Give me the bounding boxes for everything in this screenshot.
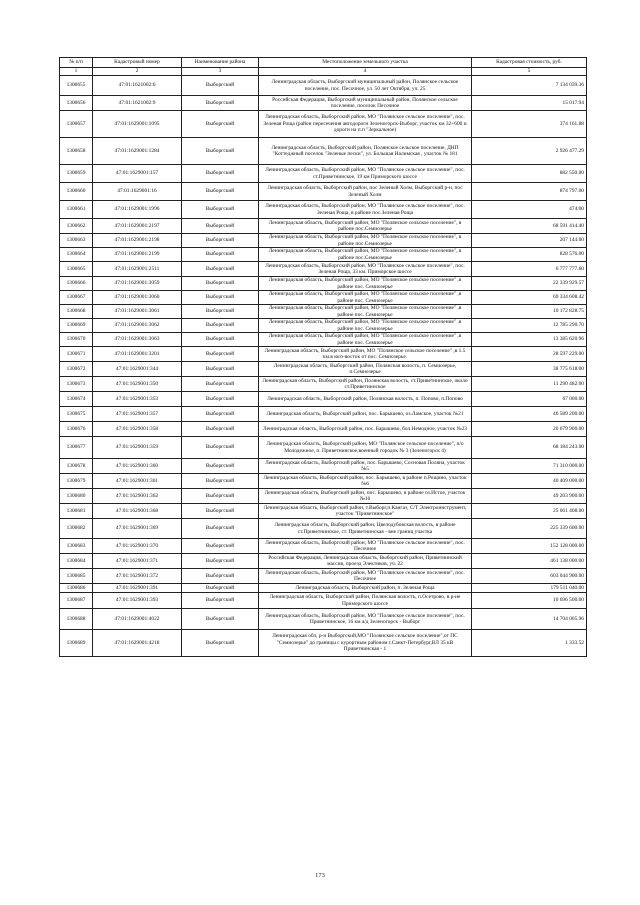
- district-name: Выборгский: [182, 165, 259, 183]
- cadastral-number: 47:01:1629001:391: [93, 584, 182, 593]
- cadastral-value: 10 696 500.00: [472, 593, 587, 609]
- row-number: 1300676: [60, 422, 93, 437]
- table-row: [60, 319, 587, 333]
- district-name: Выборгский: [182, 262, 259, 277]
- cadastral-number: 47:01:1629001:2198: [93, 234, 182, 248]
- district-name: Выборгский: [182, 630, 259, 657]
- row-number: 1300659: [60, 165, 93, 183]
- district-name: Выборгский: [182, 183, 259, 201]
- table-header-row: [60, 58, 587, 68]
- cadastral-value: 11 290 482.00: [472, 377, 587, 392]
- cadastral-number: 47:01:1629001:3062: [93, 319, 182, 333]
- row-number: 1300662: [60, 219, 93, 234]
- district-name: Выборгский: [182, 519, 259, 539]
- header-district: Наименование района: [182, 58, 259, 68]
- row-number: 1300677: [60, 437, 93, 459]
- cadastral-number: 47:01:1629001:353: [93, 392, 182, 407]
- table-row: [60, 183, 587, 201]
- row-number: 1300672: [60, 362, 93, 377]
- location-text: Ленинградская область, Выборгский район, пос. Барышево, в районе п.Рощино, участок №6: [259, 474, 472, 489]
- district-name: Выборгский: [182, 234, 259, 248]
- table-row: [60, 111, 587, 138]
- table-row: [60, 234, 587, 248]
- cadastral-value: 374 161.88: [472, 111, 587, 138]
- location-text: Ленинградская область, Выборгский район, пос Зеленый Холм, Выборгский р-н, пос Зеленый Холм: [259, 183, 472, 201]
- district-name: Выборгский: [182, 569, 259, 584]
- district-name: Выборгский: [182, 201, 259, 219]
- cadastral-number: 47:01:1629001:157: [93, 165, 182, 183]
- row-number: 1300655: [60, 76, 93, 96]
- cadastral-number: 47:01:1629001:3059: [93, 277, 182, 291]
- row-number: 1300678: [60, 459, 93, 474]
- row-number: 1300679: [60, 474, 93, 489]
- row-number: 1300673: [60, 377, 93, 392]
- location-text: Ленинградская область, Выборгский район, пос. Барышево, бол.Немодное, участок №23: [259, 422, 472, 437]
- table-row: [60, 96, 587, 111]
- cadastral-number: 47:01:1629001:4218: [93, 630, 182, 657]
- table-row: [60, 407, 587, 422]
- location-text: Ленинградская область, Выборгский район, МО "Полянское сельское поселение" ,в районе пос. Семиозерье: [259, 305, 472, 319]
- cadastral-number: 47:01:1629001:1284: [93, 138, 182, 165]
- location-text: Ленинградская область, Выборгский район, Полянская волость, ст.Приветнинское, около ст.Приветнинское: [259, 377, 472, 392]
- table-row: [60, 474, 587, 489]
- district-name: Выборгский: [182, 489, 259, 504]
- location-text: Ленинградская область, Выборгский район, п. Зеленая Роща: [259, 584, 472, 593]
- location-text: Ленинградская область, Выборгский район, МО "Полянское сельское поселение", пос. Зеленая Роща, 33 км. Приморское шоссе: [259, 262, 472, 277]
- cadastral-value: 225 339 600.00: [472, 519, 587, 539]
- cadastral-number: 47:01:1629001:359: [93, 437, 182, 459]
- table-row: [60, 554, 587, 569]
- cadastral-number: 47:01:1629001:357: [93, 407, 182, 422]
- row-number: 1300666: [60, 277, 93, 291]
- district-name: Выборгский: [182, 76, 259, 96]
- row-number: 1300665: [60, 262, 93, 277]
- district-name: Выборгский: [182, 593, 259, 609]
- location-text: Ленинградская область, Выборгский район, Цвелодубовская волость, в районе ст.Приветнинское, ст. Приветнинская - вне границ участка: [259, 519, 472, 539]
- row-number: 1300670: [60, 333, 93, 347]
- row-number: 1300687: [60, 593, 93, 609]
- header-cadastral-number: Кадастровый номер: [93, 58, 182, 68]
- cadastral-number: 47:01:1629001:4022: [93, 609, 182, 630]
- cadastral-value: 46 589 200.00: [472, 407, 587, 422]
- table-row: [60, 539, 587, 554]
- location-text: Ленинградская область, Выборгский район, Полянская волость, п.Осетрово, в р-не Приморского шоссе: [259, 593, 472, 609]
- table-row: [60, 76, 587, 96]
- row-number: 1300668: [60, 305, 93, 319]
- cadastral-number: 47:01:1629001:360: [93, 459, 182, 474]
- cadastral-value: 68 184 243.00: [472, 437, 587, 459]
- row-number: 1300656: [60, 96, 93, 111]
- cadastral-value: 49 203 900.00: [472, 489, 587, 504]
- cadastral-value: 1 333.52: [472, 630, 587, 657]
- row-number: 1300686: [60, 584, 93, 593]
- table-row: [60, 248, 587, 262]
- row-number: 1300661: [60, 201, 93, 219]
- cadastral-value: 28 597 229.00: [472, 347, 587, 362]
- cadastral-value: 20 679 900.00: [472, 422, 587, 437]
- row-number: 1300689: [60, 630, 93, 657]
- page-number: 173: [315, 872, 325, 879]
- header-cadastral-value: Кадастровая стоимость, руб.: [472, 58, 587, 68]
- table-row: [60, 504, 587, 519]
- row-number: 1300657: [60, 111, 93, 138]
- table-row: [60, 519, 587, 539]
- location-text: Ленинградская область, Выборгский район, пос. Барышево, оз.Ламское, участок №21: [259, 407, 472, 422]
- cadastral-value: 69 334 608.42: [472, 291, 587, 305]
- table-row: [60, 437, 587, 459]
- cadastral-value: 25 061 408.00: [472, 504, 587, 519]
- row-number: 1300667: [60, 291, 93, 305]
- district-name: Выборгский: [182, 138, 259, 165]
- table-row: [60, 291, 587, 305]
- district-name: Выборгский: [182, 96, 259, 111]
- district-name: Выборгский: [182, 362, 259, 377]
- cadastral-value: 15 017.94: [472, 96, 587, 111]
- district-name: Выборгский: [182, 539, 259, 554]
- table-row: [60, 333, 587, 347]
- cadastral-value-table: [59, 57, 587, 657]
- cadastral-value: 22 339 929.57: [472, 277, 587, 291]
- district-name: Выборгский: [182, 291, 259, 305]
- district-name: Выборгский: [182, 111, 259, 138]
- table-row: [60, 362, 587, 377]
- table-row: [60, 138, 587, 165]
- location-text: Ленинградская область, Выборгский район, МО "Полянское сельское поселение", пос. Приветнинское, 16 км а/д Зеленогорск - Выборг: [259, 609, 472, 630]
- row-number: 1300688: [60, 609, 93, 630]
- cadastral-number: 47:01:1629001:372: [93, 569, 182, 584]
- column-number-row: [60, 68, 587, 76]
- cadastral-value: 152 128 000.00: [472, 539, 587, 554]
- cadastral-number: 47:01:1629001:369: [93, 519, 182, 539]
- cadastral-number: 47:01:1629001:2199: [93, 248, 182, 262]
- cadastral-number: 47:01:1629001:362: [93, 489, 182, 504]
- district-name: Выборгский: [182, 277, 259, 291]
- location-text: Ленинградская область, Выборгский район, МО "Полянское сельское поселение", пос. ст.Приветнинское, 19 км Приморского шоссе: [259, 165, 472, 183]
- cadastral-value: 14 704 005.96: [472, 609, 587, 630]
- location-text: Ленинградская область, Выборгский район, МО "Полянское сельское поселение" ,в районе пос. Семиозерье: [259, 333, 472, 347]
- cadastral-number: 47:01:1629001:1996: [93, 201, 182, 219]
- location-text: Ленинградская область, Выборгский район, МО "Полянское сельское поселение", в районе пос.Семиозерье: [259, 219, 472, 234]
- row-number: 1300660: [60, 183, 93, 201]
- row-number: 1300658: [60, 138, 93, 165]
- row-number: 1300671: [60, 347, 93, 362]
- cadastral-number: 47:01:1629001:370: [93, 539, 182, 554]
- row-number: 1300669: [60, 319, 93, 333]
- cadastral-value: 40 409 000.00: [472, 474, 587, 489]
- location-text: Ленинградская область, Выборгский район, МО "Полянское сельское поселение", п/о Молодежное, п. Приветнинское,военный городок № 3 (Зеленогорск 4): [259, 437, 472, 459]
- table-row: [60, 459, 587, 474]
- location-text: Ленинградская область, Выборгский район, т.Выборг,п.Кангаз, С/Т Электроинструмент, участок "Приветнинское": [259, 504, 472, 519]
- cadastral-number: 47:01:1629001:368: [93, 504, 182, 519]
- district-name: Выборгский: [182, 437, 259, 459]
- cadastral-number: 47:01:1629001:16: [93, 183, 182, 201]
- cadastral-number: 47:01:1629001:393: [93, 593, 182, 609]
- location-text: Ленинградская область, Выборгский район, МО "Полянское сельское поселение", пос. Песочное: [259, 569, 472, 584]
- column-number: 2: [93, 68, 182, 76]
- location-text: Ленинградская область, Выборгский район, Полянская волость, п. Попово, п.Попово: [259, 392, 472, 407]
- row-number: 1300682: [60, 519, 93, 539]
- location-text: Ленинградская область, Выборгский район, МО "Полянское сельское поселение" ,в районе пос. Семиозерье: [259, 319, 472, 333]
- table-row: [60, 277, 587, 291]
- location-text: Ленинградская обл, р-н Выборгский,МО "Полянское сельское поселение",от ПС "Семиозерье" до границы с курортным районом г.Санкт-Петербург,ВЛ 35 кВ Приветнинская - 1: [259, 630, 472, 657]
- district-name: Выборгский: [182, 459, 259, 474]
- cadastral-number: 47:01:1629001:344: [93, 362, 182, 377]
- header-number: № п/п: [60, 58, 93, 68]
- location-text: Ленинградская область, Выборгский район, пос. Барышево, Сосновая Поляна, участок №5: [259, 459, 472, 474]
- cadastral-number: 47:01:1629001:361: [93, 474, 182, 489]
- location-text: Ленинградская область, Выборгский район, Полянская волость, п. Семиозерье, п.Семиозерье: [259, 362, 472, 377]
- cadastral-value: 461 138 000.00: [472, 554, 587, 569]
- cadastral-value: 603 044 900.00: [472, 569, 587, 584]
- column-number: 4: [259, 68, 472, 76]
- cadastral-number: 47:01:1629001:3060: [93, 291, 182, 305]
- district-name: Выборгский: [182, 248, 259, 262]
- location-text: Ленинградская область, Выборгский район, МО "Полянское сельское поселение" ,в 1.5 км.в юго-восток от пос. Семиозерье.: [259, 347, 472, 362]
- row-number: 1300683: [60, 539, 93, 554]
- table-row: [60, 262, 587, 277]
- location-text: Ленинградская область, Выборгский район, пос. Барышево, в районе оз.Истое, участок №16: [259, 489, 472, 504]
- cadastral-value: 67 000.00: [472, 392, 587, 407]
- cadastral-value: 828 576.00: [472, 248, 587, 262]
- location-text: Ленинградская область, Выборгский район, МО "Полянское сельское поселение", пос. Зеленая Роща (район пересечения автодороги Зеленогорск-Выборг, участок км 32+600 и дороги на п.п "Зеркальное): [259, 111, 472, 138]
- row-number: 1300680: [60, 489, 93, 504]
- location-text: Ленинградская область, Выборгский район, МО "Полянское сельское поселение", пос. Зеленая Роща, в районе пос.Зеленая Роща: [259, 201, 472, 219]
- table-row: [60, 305, 587, 319]
- table-row: [60, 165, 587, 183]
- table-row: [60, 422, 587, 437]
- cadastral-number: 47:01:1629001:371: [93, 554, 182, 569]
- district-name: Выборгский: [182, 305, 259, 319]
- district-name: Выборгский: [182, 319, 259, 333]
- district-name: Выборгский: [182, 584, 259, 593]
- table-row: [60, 569, 587, 584]
- cadastral-value: 207 144.00: [472, 234, 587, 248]
- cadastral-value: 6 777 777.60: [472, 262, 587, 277]
- cadastral-value: 38 775 618.00: [472, 362, 587, 377]
- cadastral-value: 10 172 828.75: [472, 305, 587, 319]
- district-name: Выборгский: [182, 219, 259, 234]
- cadastral-number: 47:01:1629001:3201: [93, 347, 182, 362]
- column-number: 1: [60, 68, 93, 76]
- cadastral-value: 179 511 040.00: [472, 584, 587, 593]
- cadastral-number: 47:01:1621002:6: [93, 76, 182, 96]
- cadastral-value: 874 797.00: [472, 183, 587, 201]
- cadastral-value: 13 385 620.96: [472, 333, 587, 347]
- district-name: Выборгский: [182, 422, 259, 437]
- location-text: Ленинградская область, Выборгский район, МО "Полянское сельское поселение", в районе пос.Семиозерье: [259, 234, 472, 248]
- row-number: 1300674: [60, 392, 93, 407]
- cadastral-number: 47:01:1629001:2511: [93, 262, 182, 277]
- table-row: [60, 219, 587, 234]
- table-row: [60, 347, 587, 362]
- row-number: 1300685: [60, 569, 93, 584]
- cadastral-value: 71 310 000.00: [472, 459, 587, 474]
- district-name: Выборгский: [182, 504, 259, 519]
- district-name: Выборгский: [182, 407, 259, 422]
- row-number: 1300675: [60, 407, 93, 422]
- location-text: Ленинградская область, Выборгский район, МО "Полянское сельское поселение" ,в районе пос. Семиозерье: [259, 291, 472, 305]
- location-text: Ленинградская область, Выборгский район, Полянское сельское поселение, ДНП "Коттеджный поселок "Зеленые пески", ул. Большая Налимская , участок № 181: [259, 138, 472, 165]
- table-row: [60, 593, 587, 609]
- district-name: Выборгский: [182, 554, 259, 569]
- location-text: Российская Федерация, Выборгский муниципальный район, Полянское сельское поселение, поселок Песочное: [259, 96, 472, 111]
- row-number: 1300684: [60, 554, 93, 569]
- row-number: 1300663: [60, 234, 93, 248]
- district-name: Выборгский: [182, 333, 259, 347]
- cadastral-number: 47:01:1629001:1095: [93, 111, 182, 138]
- table-row: [60, 489, 587, 504]
- column-number: 3: [182, 68, 259, 76]
- cadastral-value: 12 785 290.70: [472, 319, 587, 333]
- district-name: Выборгский: [182, 377, 259, 392]
- cadastral-number: 47:01:1629001:3063: [93, 333, 182, 347]
- cadastral-number: 47:01:1629001:350: [93, 377, 182, 392]
- cadastral-number: 47:01:1629001:358: [93, 422, 182, 437]
- location-text: Ленинградская область, Выборгский район, МО "Полянское сельское поселение", в районе пос.Семиозерье: [259, 248, 472, 262]
- district-name: Выборгский: [182, 392, 259, 407]
- cadastral-number: 47:01:1629001:3061: [93, 305, 182, 319]
- table-row: [60, 392, 587, 407]
- location-text: Российская Федерация, Ленинградская область, Выборгский район, Приветнинский массив, проезд Электиков, уч. 22: [259, 554, 472, 569]
- cadastral-number: 47:01:1629001:2197: [93, 219, 182, 234]
- cadastral-value: 882 550.00: [472, 165, 587, 183]
- table-row: [60, 201, 587, 219]
- district-name: Выборгский: [182, 474, 259, 489]
- table-row: [60, 609, 587, 630]
- cadastral-value: 2 926 477.29: [472, 138, 587, 165]
- table-row: [60, 377, 587, 392]
- cadastral-value: 68 591 414.40: [472, 219, 587, 234]
- district-name: Выборгский: [182, 347, 259, 362]
- header-location: Местоположение земельного участка: [259, 58, 472, 68]
- cadastral-number: 47:01:1621002:9: [93, 96, 182, 111]
- table-row: [60, 630, 587, 657]
- location-text: Ленинградская область, Выборгский район, МО "Полянское сельское поселение" ,в районе пос. Семиозерье: [259, 277, 472, 291]
- column-number: 5: [472, 68, 587, 76]
- location-text: Ленинградская область, Выборгский район, МО "Полянское сельское поселение", пос. Песочное: [259, 539, 472, 554]
- cadastral-value: 7 134 039.36: [472, 76, 587, 96]
- row-number: 1300664: [60, 248, 93, 262]
- district-name: Выборгский: [182, 609, 259, 630]
- row-number: 1300681: [60, 504, 93, 519]
- cadastral-value: 474.00: [472, 201, 587, 219]
- table-row: [60, 584, 587, 593]
- location-text: Ленинградская область, Выборгский муниципальный район, Полянское сельское поселение, пос. Песочное, ул. 50 лет Октября, уч. 25: [259, 76, 472, 96]
